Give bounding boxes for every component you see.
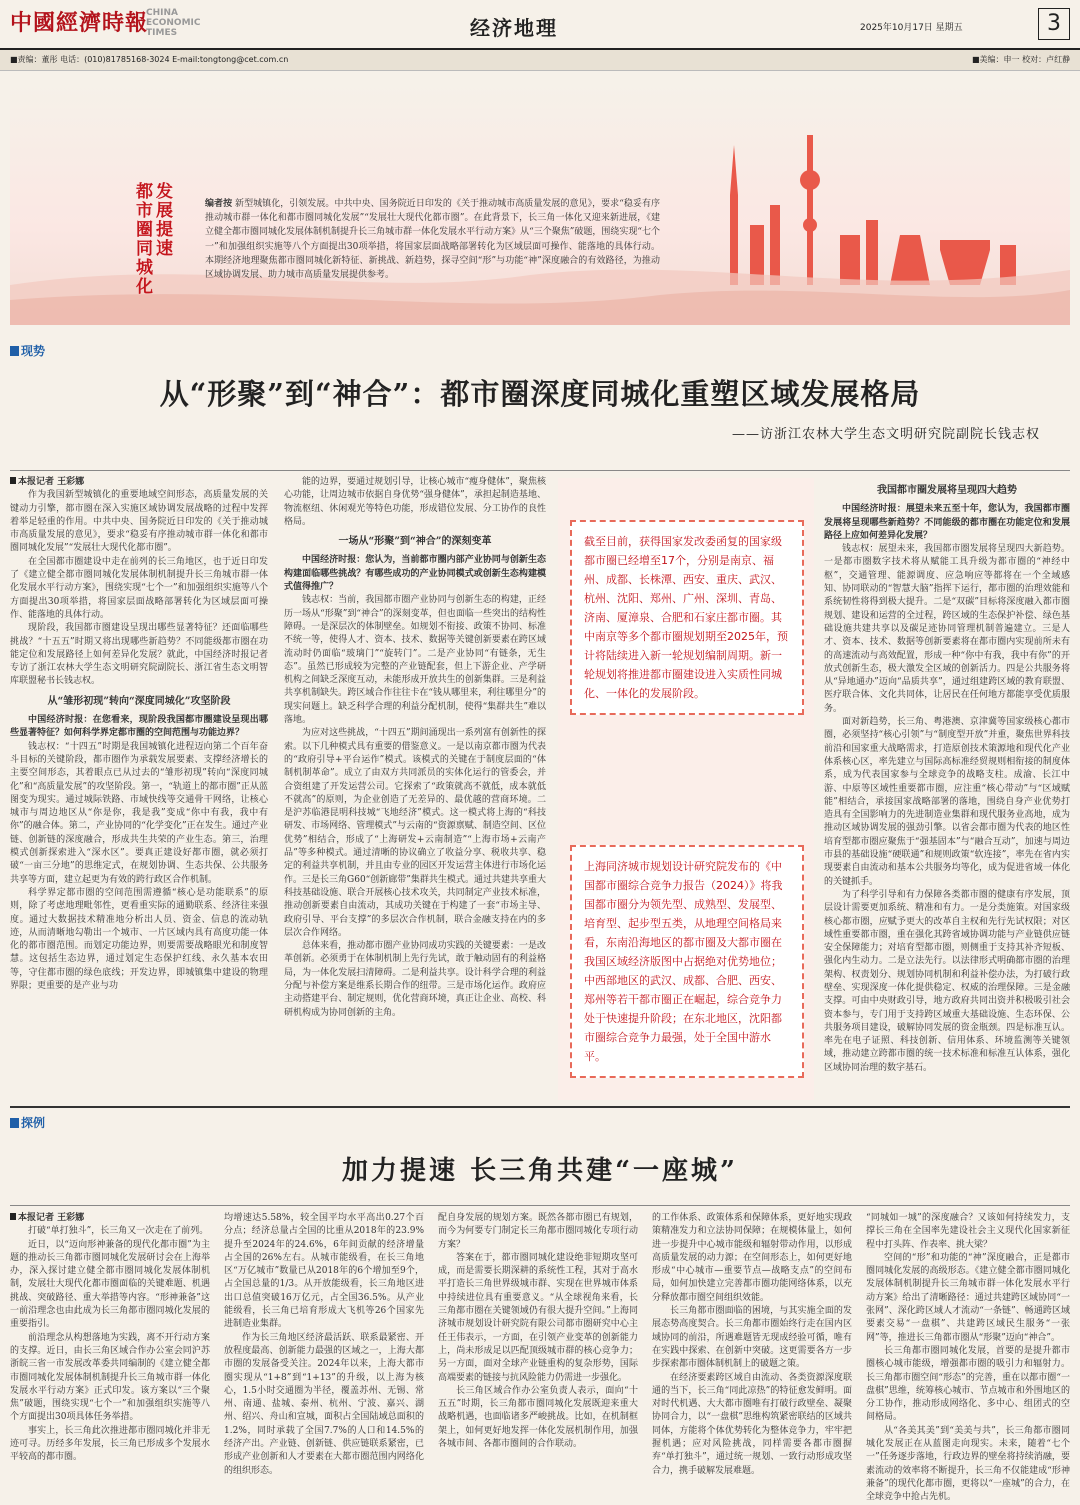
section-tag-现势: 现势	[10, 342, 45, 359]
article2-column-4	[652, 1212, 852, 1496]
paragraph: 打破“单打独斗”，长三角又一次走在了前列。	[28, 1226, 209, 1237]
fact-box-1: 截至目前，获得国家发改委函复的国家级都市圈已经增至17个，分别是南京、福州、成都、长株潭、西安、重庆、武汉、杭州、沈阳、郑州、广州、深圳、青岛、济南、厦漳泉、合肥和石家庄都市圈。其中南京等多个都市圈规划期至2025年，预计将陆续进入新一轮规划编制周期。新一轮规划将推进都市圈建设进入实质性同城化、一体化的发展阶段。	[570, 520, 804, 715]
paragraph: “同城如一城”的深度融合？又该如何持续发力，支撑长三角在全国率先建设社会主义现代化国家新征程中打头阵、作表率、挑大梁？	[866, 1213, 1070, 1250]
article1-column-1	[10, 476, 268, 1098]
paragraph: 面对新趋势，长三角、粤港澳、京津冀等国家级核心都市圈，必须坚持“核心引领”与“制度型开放”并重，聚焦世界科技前沿和国家重大战略需求，打造原创技术策源地和现代化产业体系核心区，率先建立与国际高标准经贸规则相衔接的制度体系，成为代表国家参与全球竞争的战略支柱。成渝、长江中游、中原等区域性重要都市圈，应注重“核心带动”与“区域赋能”相结合，承接国家战略部署的落地，围绕自身产业优势打造具有全国影响力的先进制造业集群和现代服务业高地，成为推动区域协调发展的强劲引擎。以省会都市圈为代表的地区性培育型都市圈应聚焦于“强基固本”与“融合互动”，加速与周边市县的基础设施“硬联通”和规则政策“软连接”，率先在省内实现要素自由流动和基本公共服务均等化，成为促进省域一体化的关键抓手。	[824, 717, 1070, 887]
article2-column-1	[10, 1212, 210, 1496]
paragraph: 事实上，长三角此次推进都市圈同城化并非无迹可寻。历经多年发展，长三角已形成多个发展水平较高的都市圈。	[10, 1425, 210, 1463]
divider	[10, 470, 1070, 471]
article2-column-2	[224, 1212, 424, 1496]
issue-date: 2025年10月17日 星期五	[860, 23, 963, 33]
article1-subhead: ——访浙江农林大学生态文明研究院副院长钱志权	[731, 427, 1040, 442]
paragraph: 为了科学引导和有力保障各类都市圈的健康有序发展，顶层设计需要更加系统、精准和有力。一是分类施策。对国家级核心都市圈，应赋予更大的改革自主权和先行先试权限；对区域性重要都市圈，重在强化其跨省域协调功能与产业链供应链安全保障能力；对培育型都市圈，则侧重于支持其补齐短板、强化内生动力。二是立法先行。以法律形式明确都市圈的治理架构、权责划分、规划协同机制和利益补偿办法，为打破行政壁垒、实现深度一体化提供稳定、权威的治理保障。三是金融支撑。可由中央财政引导，地方政府共同出资并积极吸引社会资本参与，专门用于支持跨区域重大基础设施、生态环保、公共服务项目建设，破解协同发展的资金瓶颈。四是标准互认。率先在电子证照、科技创新、信用体系、环境监测等关键领域，推动建立跨都市圈的统一技术标准和标准互认体系，强化区域协同治理的数字基石。	[824, 889, 1070, 1073]
editor-bar	[0, 50, 1080, 71]
design-credit: ■美编：申一 校对：卢红静	[972, 55, 1071, 64]
question: 中国经济时报：展望未来五至十年，您认为，我国都市圈发展将呈现哪些新趋势？不同能级的都市圈在功能定位和发展路径上应如何差异化发展？	[824, 504, 1070, 541]
newspaper-logo: 中國經濟時報	[10, 10, 149, 36]
paragraph: 能的边界，要通过规划引导，让核心城市“瘦身健体”，聚焦核心功能，让周边城市依据自身优势“强身健体”，承担起制造基地、物流枢纽、休闲观光等特色功能，形成错位发展、分工协作的良性格局。	[284, 477, 546, 527]
fact-box-2: 上海同济城市规划设计研究院发布的《中国都市圈综合竞争力报告（2024）》将我国都市圈分为领先型、成熟型、发展型、培育型、起步型五类，从地理空间格局来看，东南沿海地区的都市圈及大都市圈在我国区域经济版图中占据绝对优势地位；中西部地区的武汉、成都、合肥、西安、郑州等若干都市圈正在崛起，综合竞争力处于快速提升阶段；在东北地区，沈阳都市圈综合竞争力最强，处于全国中游水平。	[570, 845, 804, 1078]
paragraph: 科学界定都市圈的空间范围需遵循“核心是功能联系”的原则，除了考虑地理毗邻性，更看重实际的通勤联系、经济往来强度。通过大数据技术精准地分析出人员、资金、信息的流动轨迹，从而清晰地勾勒出一个城市、一片区域内具有高度功能一体化的都市圈范围。而划定功能边界，则要需要战略眼光和制度智慧。这包括生态边界，通过划定生态保护红线、永久基本农田等，守住都市圈的绿色底线；开发边界，即城镇集中建设的物理界限；更重要的是产业与功	[10, 887, 268, 991]
article1-subtitle-3: 我国都市圈发展将呈现四大趋势	[877, 485, 1017, 496]
divider	[10, 1205, 1070, 1206]
paragraph: 配自身发展的规划方案。既然各都市圈已有规划，而今为何要专门制定长三角都市圈同城化专项行动方案？	[438, 1213, 638, 1250]
feature-title-line2: 都市圈同城化	[132, 182, 152, 296]
paragraph: 在全国都市圈建设中走在前列的长三角地区，也于近日印发了《建立健全都市圈同城化发展体制机制提升长三角城市群一体化发展水平行动方案》，围绕实现“七个一”和加强组织实施等八个方面提出30项举措，将国家层面战略部署转化为区域层面可操作、能落地的具体行动。	[10, 556, 268, 620]
feature-title-vertical	[132, 182, 172, 296]
article1-subtitle-2: 一场从“形聚”到“神合”的深刻变革	[338, 536, 492, 548]
paragraph: 为应对这些挑战，“十四五”期间涌现出一系列富有创新性的探索。以下几种模式具有重要的借鉴意义。一是以南京都市圈为代表的“政府引导+平台运作”模式。该模式的关键在于制度层面的“体制机制革命”。成立了由双方共同派员的实体化运行的管委会，并合资组建了开发运营公司。它探索了“政策就高不就低，成本就低不就高”的原则，为企业创造了无差异的、最优越的营商环境。二是沪苏临港昆明科技城“飞地经济”模式。这一模式将上海的“科技研发、市场网络、管理模式”与云南的“资源禀赋、制造空间、区位优势”相结合，形成了“上海研发+云南制造”“上海市场+云南产品”等多种模式。通过清晰的协议确立了收益分享、税收共享、稳定的利益共享机制，并且由专业的园区开发运营主体进行市场化运作。三是长三角G60“创新廊带”集群共生模式。通过共建共享重大科技基础设施、联合开展核心技术攻关，共同制定产业技术标准，推动创新要素自由流动，其成功关键在于构建了一套“市场主导、政府引导、平台支撑”的多层次合作机制，联合金融支持在内的多层次合作网络。	[284, 728, 546, 938]
paragraph: 钱志权：“十四五”时期是我国城镇化进程迈向第二个百年奋斗目标的关键阶段，都市圈作为承载发展要素、支撑经济增长的主要空间形态，其着眼点已从过去的“雏形初现”转向“深度同城化”和“高质量发展”的攻坚阶段。第一，“轨道上的都市圈”正从蓝图变为现实。通过城际铁路、市域快线等交通骨干网络，让核心城市与周边地区从“你是你，我是我”变成“你中有我，我中有你”的融合体。第二，产业协同的“化学变化”正在发生。通过产业链、创新链的深度融合，形成共生共荣的产业生态。第三，治理模式创新探索进入“深水区”。要真正建设好都市圈，就必须打破“一亩三分地”的思维定式，在规划协调、生态共保、公共服务共享等方面，建立起更为有效的跨行政区合作机制。	[10, 741, 268, 885]
article2-column-3	[438, 1212, 638, 1496]
editor-note	[205, 197, 660, 282]
editor-note-label: 编者按	[205, 199, 233, 209]
editor-note-text: 新型城镇化，引领发展。中共中央、国务院近日印发的《关于推动城市高质量发展的意见》，要求“稳妥有序推动城市群一体化和都市圈同城化发展”“发展壮大现代化都市圈”。在此背景下，长三角一体化又迎来新进展，《建立健全都市圈同城化发展体制机制提升长三角城市群一体化发展水平行动方案》从“三个聚焦”破题，围绕实现“七个一”和加强组织实施等八个方面提出30项举措，将国家层面战略部署转化为区域层面可操作、能落地的具体行动。本期经济地理聚焦都市圈同城化新特征、新挑战、新趋势，探寻空间“形”与功能“神”深度融合的有效路径，为推动区域协调发展、助力城市高质量发展提供参考。	[205, 199, 660, 281]
question: 中国经济时报：在您看来，现阶段我国都市圈建设呈现出哪些显著特征？如何科学界定都市圈的空间范围与功能边界？	[10, 715, 268, 739]
newspaper-logo-english: CHINA ECONOMIC TIMES	[146, 8, 201, 38]
paragraph: 现阶段，我国都市圈建设呈现出哪些显著特征？还面临哪些挑战？“十五五”时期又将出现哪些新趋势？不同能级都市圈在功能定位和发展路径上如何差异化发展？就此，中国经济时报记者专访了浙江农林大学生态文明研究院副院长、浙江省生态文明智库联盟秘书长钱志权。	[10, 623, 268, 687]
article1-column-4	[824, 478, 1070, 1098]
paragraph: 均增速达5.58%，较全国平均水平高出0.27个百分点；经济总量占全国的比重从2018年的23.9%提升至2024年的24.6%，6年间贡献的经济增量占全国的26%左右。从城市能级看，在长三角地区“万亿城市”数量已从2018年的6个增加至9个，占全国总量的1/3。从开放能级看，长三角地区进出口总值突破16万亿元，占全国36.5%。从产业能级看，长三角已培育形成大飞机等26个国家先进制造业集群。	[224, 1213, 424, 1330]
editor-contact: ■责编：董彤 电话：(010)81785168-3024 E-mail:tongtong@cet.com.cn	[10, 55, 289, 64]
page-number: 3	[1038, 8, 1070, 40]
article2-column-5	[866, 1212, 1070, 1503]
question: 中国经济时报：您认为，当前都市圈内部产业协同与创新生态构建面临哪些挑战？有哪些成功的产业协同模式或创新生态构建模式值得推广？	[284, 555, 546, 593]
paragraph: 钱志权：展望未来，我国都市圈发展将呈现四大新趋势。一是都市圈数字技术将从赋能工具升级为都市圈的“神经中枢”，交通管理、能源调度、应急响应等都将在一个全域感知、协同联动的“智慧大脑”指挥下运行，都市圈的治理效能和系统韧性将得到极大提升。二是“双碳”目标将深度融入都市圈规划、建设和运营的全过程，跨区域的生态保护补偿、绿色基础设施共建共享以及碳足迹协同管理机制普遍建立。三是人才、资本、技术、数据等创新要素将在都市圈内实现前所未有的高速流动与高效配置，形成一种“你中有我，我中有你”的开放式创新生态，极大激发全区域的创新活力。四是公共服务将从“异地通办”迈向“品质共享”，通过组建跨区域的教育联盟、医疗联合体、文化共同体，让居民在任何地方都能享受优质服务。	[824, 544, 1070, 714]
paragraph: 前沿理念从构想落地为实践，离不开行动方案的支撑。近日，由长三角区域合作办公室会同沪苏浙皖三省一市发展改革委共同编制的《建立健全都市圈同城化发展体制机制提升长三角城市群一体化发展水平行动方案》正式印发。该方案以“三个聚焦”破题，围绕实现“七个一”和加强组织实施等八个方面提出30项具体任务举措。	[10, 1332, 210, 1423]
section-title: 经济地理	[470, 16, 558, 40]
paragraph: 作为长三角地区经济最活跃、联系最紧密、开放程度最高、创新能力最强的区域之一，上海大都市圈的发展备受关注。2024年以来，上海大都市圈实现从“1+8”到“1+13”的升级，以上海为核心，1.5小时交通圈为半径，覆盖苏州、无锡、常州、南通、盐城、泰州、杭州、宁波、嘉兴、湖州、绍兴、舟山和宣城，面积占全国陆域总面积的1.2%，同时承载了全国7.7%的人口和14.5%的经济产出。产业链、创新链、供应链联系紧密，已形成产业创新和人才要素在大都市圈范围内网络化的组织形态。	[224, 1332, 424, 1476]
paragraph: 钱志权：当前，我国都市圈产业协同与创新生态的构建，正经历一场从“形聚”到“神合”的深刻变革，但也面临一些突出的结构性障碍。一是深层次的体制壁垒。如规划不衔接、政策不协同、标准不统一等，使得人才、资本、技术、数据等关键创新要素在跨区域流动时仍面临“玻璃门”“旋转门”。二是产业协同“有链条，无生态”。虽然已形成较为完整的产业链配套，但上下游企业、产学研机构之间缺乏深度互动，未能形成开放共生的创新集群。三是利益共享机制缺失。跨区域合作往往卡在“钱从哪里来，利往哪里分”的现实问题上。缺乏科学合理的利益分配机制，使得“集群共生”难以落地。	[284, 595, 546, 726]
article2-headline: 加力提速 长三角共建“一座城”	[342, 1156, 738, 1186]
paragraph: 在经济要素跨区域自由流动、各类资源深度联通的当下，长三角“同此凉热”的特征愈发鲜明。面对时代机遇、大大都市圈唯有打破行政壁垒、凝聚协同合力，以“一盘棋”思维构筑紧密联结的区域共同体，方能将个体优势转化为整体竞争力，牢牢把握机遇；应对风险挑战，同样需要各都市圈摒弃“单打独斗”，通过统一规划、一致行动形成攻坚合力，携手破解发展难题。	[652, 1372, 852, 1476]
paragraph: 长三角都市圈同城化发展，首要的是提升都市圈核心城市能级，增强都市圈的吸引力和辐射力。长三角都市圈空间“形态”的完善，重在以都市圈“一盘棋”思维，统筹核心城市、节点城市和外围地区的分工协作，推动形成网络化、多中心、组团式的空间格局。	[866, 1345, 1070, 1423]
section-tag-探例: 探例	[10, 1114, 45, 1131]
paragraph: 的工作体系、政策体系和保障体系，更好地实现政策精准发力和立法协同保障；在规模体量上，如何进一步提升中心城市能级和辐射带动作用，以形成高质量发展的动力源；在空间形态上，如何更好地形成“中心城市—重要节点—战略支点”的空间布局，如何加快建立完善都市圈功能网络体系，以充分释放都市圈空间组织效能。	[652, 1213, 852, 1303]
paragraph: 答案在于，都市圈同城化建设绝非短期攻坚可成，而是需要长期深耕的系统性工程，其对于高水平打造长三角世界级城市群、实现在世界城市体系中持续进位具有重要意义。“从全球视角来看，长三角都市圈在关键领域仍有很大提升空间。”上海同济城市规划设计研究院有限公司都市圈研究中心主任王伟表示，一方面，在引领产业变革的创新能力上，尚未形成足以匹配顶级城市群的核心竞争力；另一方面，面对全球产业链重构的复杂形势，国际高端要素的链接与抗风险能力仍需进一步强化。	[438, 1252, 638, 1383]
feature-title-line1: 发展提速	[152, 182, 172, 258]
section-divider	[10, 1106, 1070, 1108]
article2-byline: 本报记者 王彩娜	[10, 1212, 210, 1225]
paragraph: 长三角都市圈面临的困境，与其实施全面的发展态势高度契合。长三角都市圈始终行走在国内区域协同的前沿，所遇难题皆无现成经验可循，唯有在实践中探索、在创新中突破。这更需要各方一步步探索都市圈体制机制上的破题之策。	[652, 1306, 852, 1370]
paragraph: 空间的“形”和功能的“神”深度融合，正是都市圈同城化发展的高级形态。《建立健全都市圈同城化发展体制机制提升长三角城市群一体化发展水平行动方案》给出了清晰路径：通过共建跨区域协同“一张网”、深化跨区域人才流动“一条链”、畅通跨区域要素交易“一盘棋”、共建跨区域民生服务“一张网”等，推进长三角都市圈从“形聚”迈向“神合”。	[866, 1252, 1070, 1343]
article1-subtitle-1: 从“雏形初现”转向“深度同城化”攻坚阶段	[47, 695, 231, 707]
paragraph: 从“各美其美”到“美美与共”，长三角都市圈同城化发展正在从蓝图走向现实。未来，随着“七个一”任务逐步落地，行政边界的壁垒将持续消融，要素流动的效率将不断提升，长三角不仅能建成“形神兼备”的现代化都市圈，更将以“一座城”的合力，在全球竞争中抢占先机。	[866, 1425, 1070, 1503]
article1-headline: 从“形聚”到“神合”：都市圈深度同城化重塑区域发展格局	[159, 377, 921, 411]
paragraph: 作为我国新型城镇化的重要地域空间形态，高质量发展的关键动力引擎，都市圈在深入实施区域协调发展战略的过程中发挥着举足轻重的作用。中共中央、国务院近日印发的《关于推动城市高质量发展的意见》，要求“稳妥有序推动城市群一体化和都市圈同城化发展”“发展壮大现代化都市圈”。	[10, 490, 268, 554]
paragraph: 总体来看，推动都市圈产业协同成功实践的关键要素：一是改革创新。必须勇于在体制机制上先行先试，敢于触动固有的利益格局，为一体化发展扫清障碍。二是利益共享。设计科学合理的利益分配与补偿方案是维系长期合作的纽带。三是市场化运作。政府应主动搭建平台、制定规则，优化营商环境，真正让企业、高校、科研机构成为协同创新的主角。	[284, 941, 546, 1018]
paragraph: 长三角区域合作办公室负责人表示，面向“十五五”时期，长三角都市圈同城化发展既迎来重大战略机遇，也面临诸多严峻挑战。比如，在机制框架上，如何更好地发挥一体化发展机制作用，加强各城市间、各都市圈间的合作联动。	[438, 1385, 638, 1450]
article1-byline: 本报记者 王彩娜	[10, 476, 268, 489]
article1-column-2	[284, 476, 546, 1098]
paragraph: 近日，以“迈向形神兼备的现代化都市圈”为主题的推动长三角都市圈同城化发展研讨会在上海举办，深入探讨建立健全都市圈同城化发展体制机制，发展壮大现代化都市圈面临的关键难题、机遇挑战、突破路径、重大举措等内容。“形神兼备”这一前沿理念也由此成为长三角都市圈同城化发展的重要指引。	[10, 1239, 210, 1330]
